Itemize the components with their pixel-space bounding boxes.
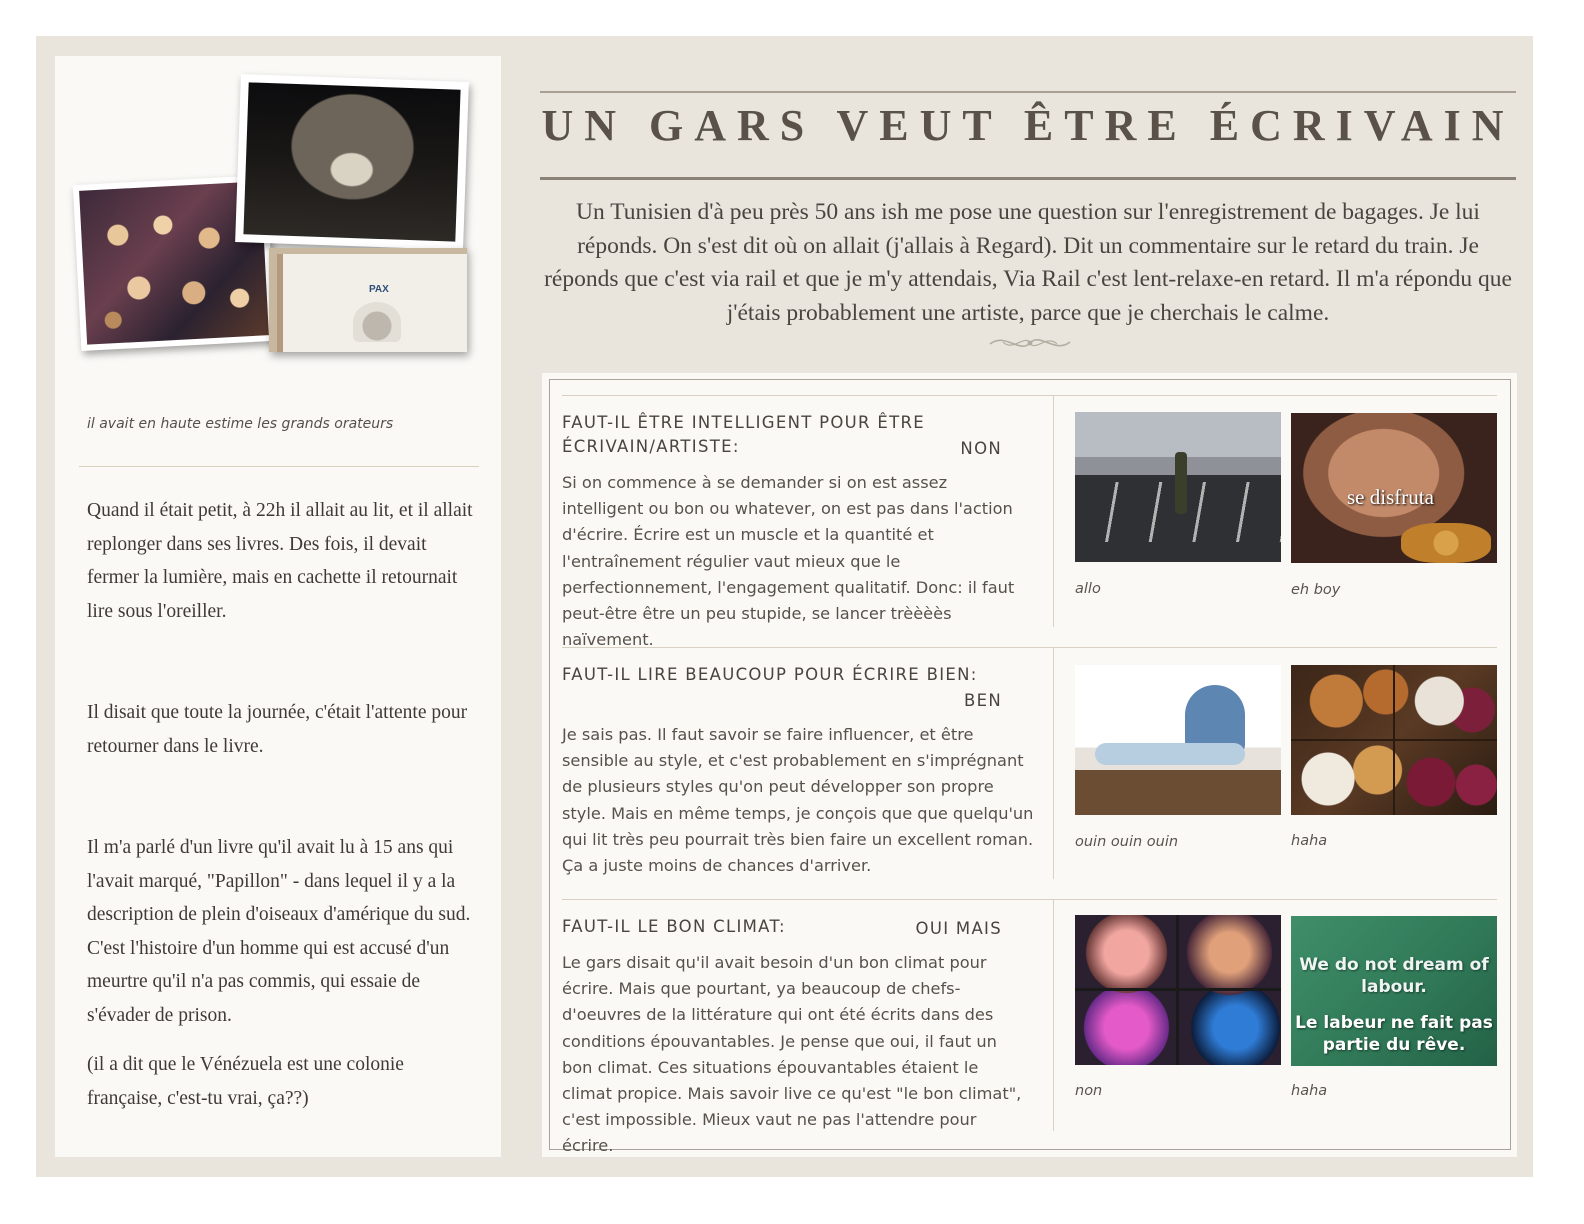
answer-body: Le gars disait qu'il avait besoin d'un bon climat pour écrire. Mais que pourtant, ya beaucoup de chefs-d'oeuvres de la littérature qui ont été écrits dans des conditions épouvantables. Je pense que oui, il faut un bon climat. Ces situations épouvantables étaient le climat propice. Mais savoir live ce qu'est "le bon climat", c'est impossible. Mieux vaut ne pas l'attendre pour écrire.	[562, 953, 1022, 1156]
image-abstract-collage	[1075, 915, 1281, 1065]
image-massage-illustration	[1075, 665, 1281, 815]
flourish-ornament	[985, 330, 1075, 356]
column-divider	[1053, 899, 1054, 1131]
image-labour-quote	[1291, 916, 1497, 1066]
image-parking-lot	[1075, 412, 1281, 562]
image-caption: ouin ouin ouin	[1075, 834, 1179, 850]
question-title	[562, 411, 1002, 461]
image-caption: haha	[1291, 833, 1328, 849]
left-paragraph-3: Il m'a parlé d'un livre qu'il avait lu à 15 ans qui l'avait marqué, "Papillon" - dans lequel il y a la description de plein d'oiseaux d'amérique du sud. C'est l'histoire d'un homme qui est accusé d'un meurtre qu'il n'a pas commis, qui essaie de s'évader de prison.	[87, 837, 471, 1026]
image-caption: allo	[1075, 581, 1101, 597]
image-caption: eh boy	[1291, 582, 1341, 598]
page-title: UN GARS VEUT ÊTRE ÉCRIVAIN	[541, 101, 1515, 150]
image-caption: non	[1075, 1083, 1103, 1099]
image-overlay-text-en: We do not dream of labour.	[1299, 955, 1489, 997]
left-paragraph-4: (il a dit que le Vénézuela est une colonie française, c'est-tu vrai, ça??)	[87, 1054, 404, 1109]
image-overlay-text-fr: Le labeur ne fait pas partie du rêve.	[1295, 1013, 1493, 1055]
column-divider	[1053, 647, 1054, 879]
intro-paragraph: Un Tunisien d'à peu près 50 ans ish me pose une question sur l'enregistrement de bagages. Je lui réponds. On s'est dit où on allait (j'allais à Regard). Dit un commentaire sur le retard du train. Je réponds que c'est via rail et que je m'y attendais, Via Rail c'est lent-relaxe-en retard. Il m'a répondu que j'étais probablement une artiste, parce que je cherchais le calme.	[544, 199, 1512, 326]
pax-sign-text: PAX	[369, 284, 389, 295]
left-paragraph-1: Quand il était petit, à 22h il allait au lit, et il allait replonger dans ses livres. Des fois, il devait fermer la lumière, mais en cachette il retournait lire sous l'oreiller.	[87, 500, 473, 622]
answer-body: Si on commence à se demander si on est assez intelligent ou bon ou whatever, on est pas dans l'action d'écrire. Écrire est un muscle et la quantité et l'entraînement régulier vaut mieux que le perfectionnement, l'engagement qualitatif. Donc: il faut peut-être être un peu stupide, se lancer trèèèès naïvement.	[562, 473, 1015, 650]
question-text: FAUT-IL ÊTRE INTELLIGENT POUR ÊTRE ÉCRIVAIN/ARTISTE:	[562, 413, 925, 456]
question-answer: BEN	[964, 691, 1002, 710]
question-answer: NON	[960, 439, 1002, 458]
title-rule-bottom	[540, 177, 1516, 180]
image-eating-man	[1291, 413, 1497, 563]
question-answer: OUI MAIS	[915, 919, 1002, 938]
title-rule-top	[540, 91, 1516, 93]
pax-illustration	[353, 302, 401, 342]
left-column	[55, 56, 501, 1157]
left-paragraph-2: Il disait que toute la journée, c'était l'attente pour retourner dans le livre.	[87, 702, 468, 757]
image-overlay-text: se disfruta	[1347, 485, 1434, 509]
image-caption: haha	[1291, 1083, 1328, 1099]
question-title	[562, 915, 1002, 941]
column-divider	[1053, 395, 1054, 627]
photo-caption: il avait en haute estime les grands orateurs	[87, 416, 394, 432]
answer-body: Je sais pas. Il faut savoir se faire influencer, et être sensible au style, et c'est probablement en s'imprégnant de plusieurs styles qu'on peut développer son propre style. Mais en même temps, je conçois que que quelqu'un qui lit très peu pourrait très bien faire un excellent roman. Ça a juste moins de chances d'arriver.	[562, 725, 1034, 876]
left-divider	[79, 466, 479, 467]
row-divider	[562, 899, 1497, 900]
question-text: FAUT-IL LE BON CLIMAT:	[562, 917, 786, 936]
question-text: FAUT-IL LIRE BEAUCOUP POUR ÉCRIRE BIEN:	[562, 665, 978, 684]
row-divider	[562, 395, 1497, 396]
image-onions	[1291, 665, 1497, 815]
photo-pax-sign	[269, 248, 467, 352]
photo-collage	[55, 56, 501, 376]
photo-night-building	[235, 74, 469, 250]
question-title	[562, 663, 1002, 713]
